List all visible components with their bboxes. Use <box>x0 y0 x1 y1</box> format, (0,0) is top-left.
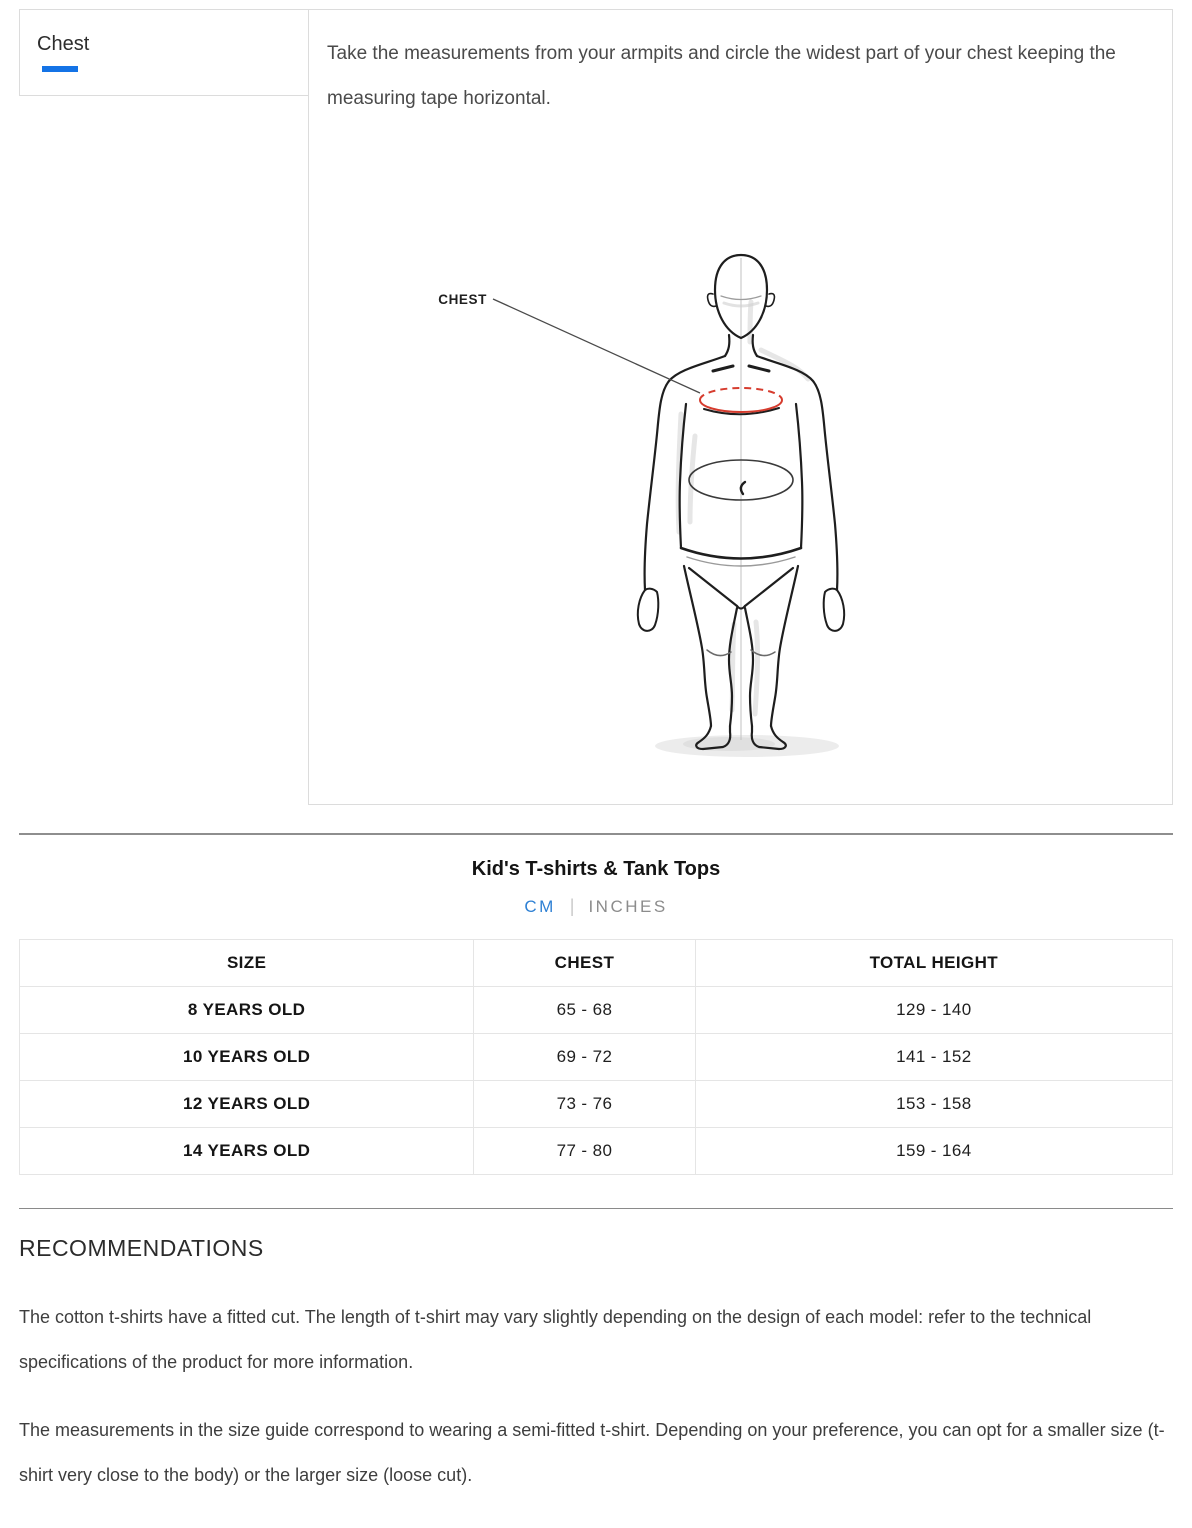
table-row <box>20 1128 1173 1175</box>
table-row <box>20 1034 1173 1081</box>
tab-chest-label: Chest <box>37 33 90 55</box>
size-cell: 12 YEARS OLD <box>20 1081 474 1128</box>
table-row <box>20 1081 1173 1128</box>
chest-pointer-line <box>493 299 700 393</box>
chest-cell: 65 - 68 <box>474 987 695 1034</box>
chest-label: CHEST <box>438 292 487 307</box>
table-header-row <box>20 940 1173 987</box>
sketch-shading <box>678 302 808 714</box>
measurement-detail-panel <box>308 9 1173 805</box>
tab-chest[interactable] <box>19 9 308 96</box>
recommendation-paragraph: The cotton t-shirts have a fitted cut. The length of t-shirt may vary slightly depending on the design of each model: refer to the technical specifications of the product for more information. <box>19 1307 1092 1372</box>
table-header-total-height: TOTAL HEIGHT <box>695 940 1172 987</box>
table-header-size: SIZE <box>20 940 474 987</box>
measurement-instruction: Take the measurements from your armpits and circle the widest part of your chest keeping the measuring tape horizontal. <box>327 43 1116 109</box>
recommendation-paragraph: The measurements in the size guide correspond to wearing a semi-fitted t-shirt. Depending on your preference, you can opt for a smaller size (t-shirt very close to the body) or the larger size (loose cut). <box>19 1420 1165 1485</box>
measurement-section <box>19 9 1173 805</box>
size-table-title: Kid's T-shirts & Tank Tops <box>471 858 721 880</box>
body-measurement-illustration <box>309 232 1173 792</box>
chest-cell: 69 - 72 <box>474 1034 695 1081</box>
tab-active-indicator <box>42 66 78 72</box>
unit-cm-button[interactable]: CM <box>524 896 556 916</box>
unit-toggle <box>19 896 1173 917</box>
recommendations-heading: RECOMMENDATIONS <box>19 1235 264 1261</box>
chest-cell: 73 - 76 <box>474 1081 695 1128</box>
size-cell: 14 YEARS OLD <box>20 1128 474 1175</box>
height-cell: 153 - 158 <box>695 1081 1172 1128</box>
size-table <box>19 939 1173 1175</box>
chest-cell: 77 - 80 <box>474 1128 695 1175</box>
section-divider-bottom <box>19 1208 1173 1209</box>
table-header-chest: CHEST <box>474 940 695 987</box>
height-cell: 141 - 152 <box>695 1034 1172 1081</box>
size-cell: 10 YEARS OLD <box>20 1034 474 1081</box>
table-row <box>20 987 1173 1034</box>
height-cell: 159 - 164 <box>695 1128 1172 1175</box>
floor-shadow <box>655 735 839 757</box>
section-divider-top <box>19 833 1173 835</box>
height-cell: 129 - 140 <box>695 987 1172 1034</box>
size-cell: 8 YEARS OLD <box>20 987 474 1034</box>
unit-separator: | <box>569 896 575 916</box>
unit-inches-button[interactable]: INCHES <box>588 896 668 916</box>
